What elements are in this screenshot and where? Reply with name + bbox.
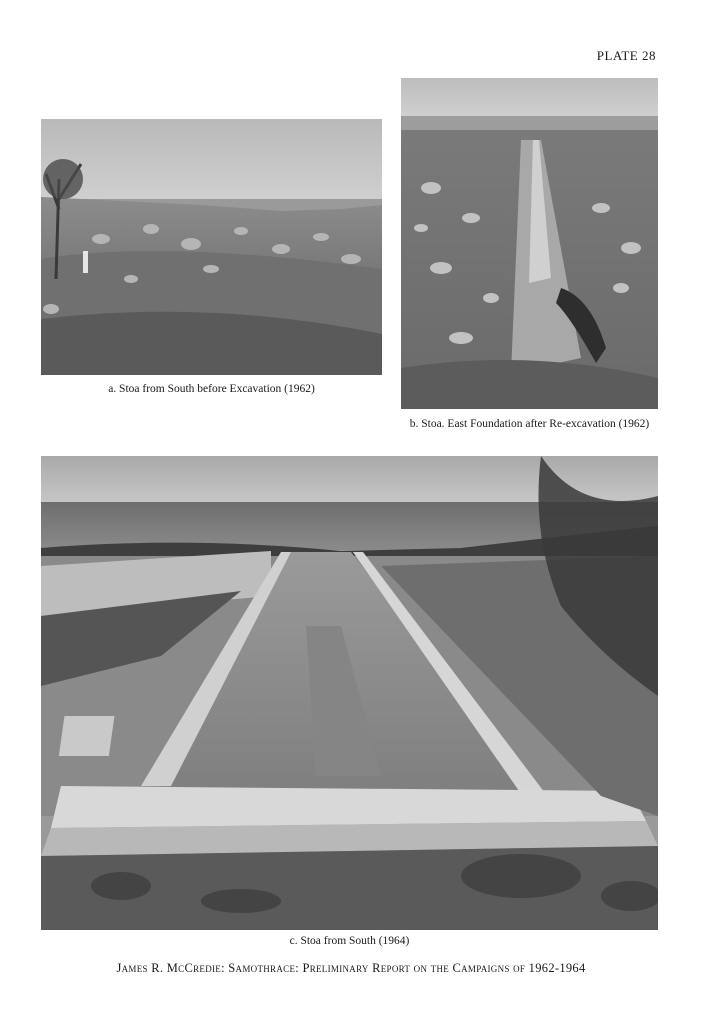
caption-c: c. Stoa from South (1964)	[289, 935, 410, 947]
photo-stoa-east-foundation	[401, 78, 658, 409]
photo-stoa-from-south	[41, 456, 658, 930]
plate-number: PLATE 28	[596, 48, 656, 63]
page-footer: James R. McCredie: Samothrace: Preliminary Report on the Campaigns of 1962-1964	[116, 961, 586, 975]
photo-stoa-before-excavation	[41, 119, 382, 375]
caption-b: b. Stoa. East Foundation after Re-excavation (1962)	[409, 418, 650, 430]
caption-a: a. Stoa from South before Excavation (1962)	[108, 383, 315, 395]
